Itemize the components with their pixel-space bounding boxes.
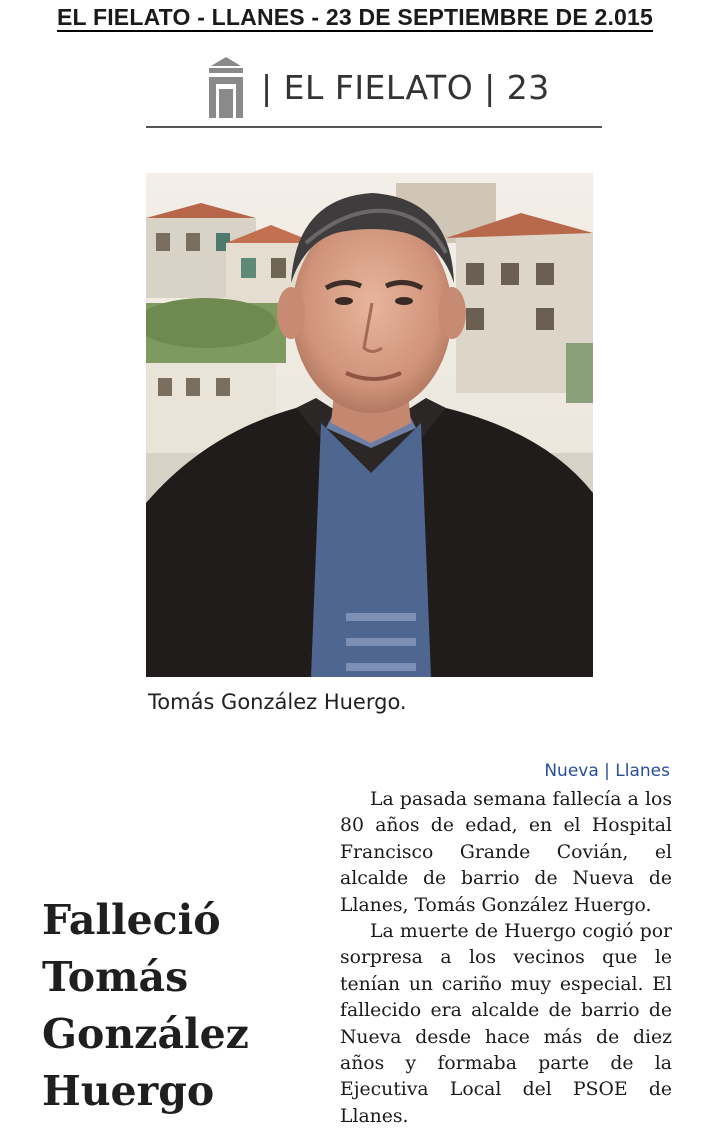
section-title: | EL FIELATO | 23 [261,67,550,107]
article-paragraph: La muerte de Huergo cogió por sorpresa a los vecinos que le tenían un cariño muy especial. El fallecido era alcalde de barrio de Nueva desde hace más de diez años y formaba parte de la Ejecutiva Local del PSOE de Llanes. [340,921,672,1127]
headline-line: González [42,1010,249,1058]
photo-caption: Tomás González Huergo. [148,690,407,714]
article-dateline: Nueva | Llanes [544,761,670,781]
portrait-photo [146,173,593,677]
page-banner-text: EL FIELATO - LLANES - 23 DE SEPTIEMBRE DE 2.015 [56,4,654,30]
house-logo-icon [205,56,247,118]
headline-line: Falleció [42,896,221,944]
headline-line: Huergo [42,1067,215,1115]
article-paragraph: La pasada semana fallecía a los 80 años de edad, en el Hospital Francisco Grande Covián, el alcalde de barrio de Nueva de Llanes, Tomás González Huergo. [340,789,672,916]
article-headline [42,892,332,1120]
article-body [340,787,672,1130]
headline-line: Tomás [42,953,189,1001]
page-banner [0,4,710,31]
section-header [205,56,550,118]
header-rule [146,126,602,128]
